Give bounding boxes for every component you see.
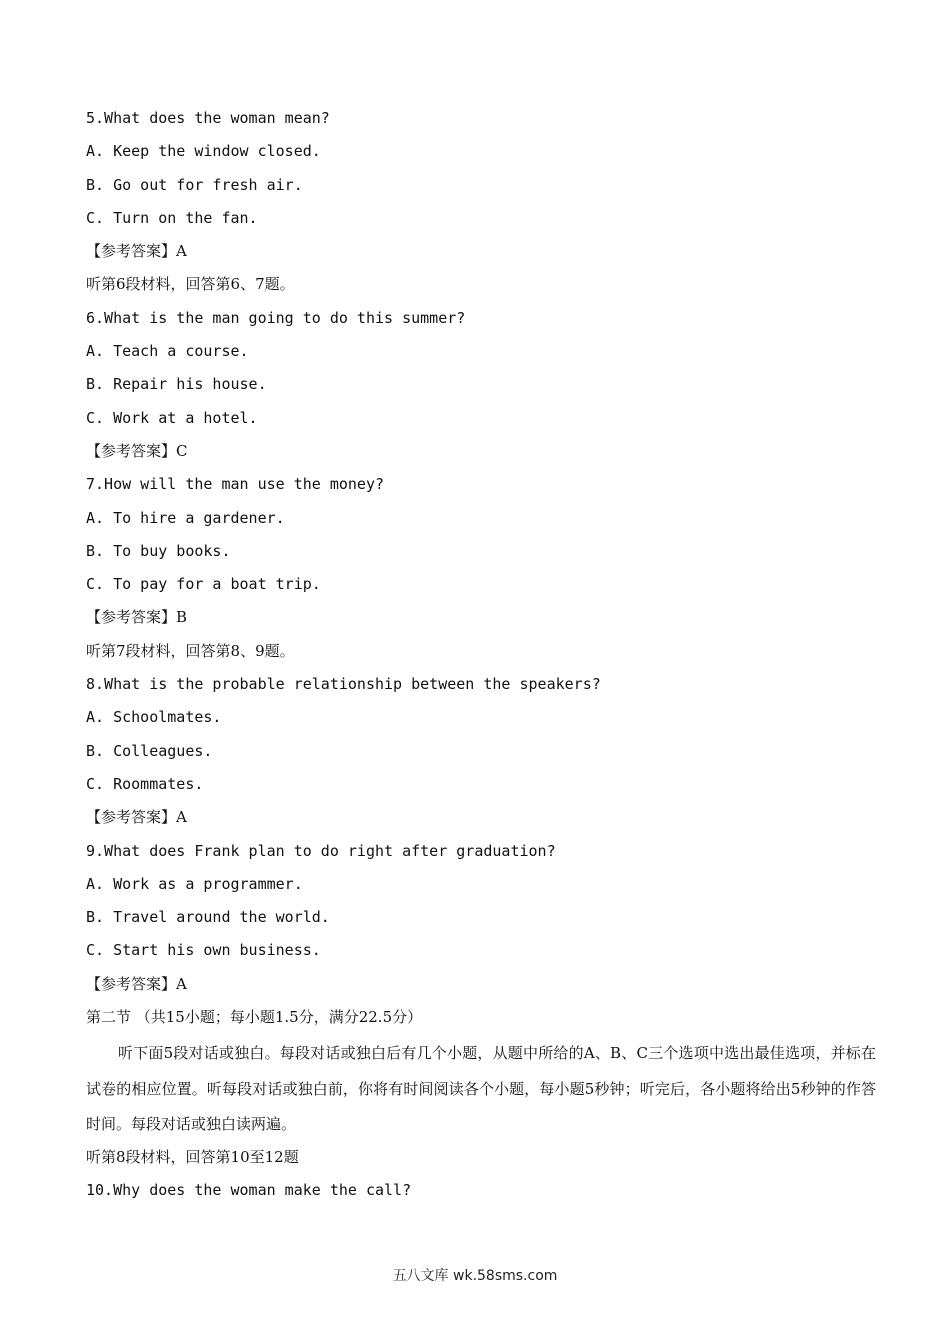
answer-option: A. Keep the window closed. <box>86 142 321 161</box>
answer-option: B. Repair his house. <box>86 375 267 394</box>
footer-watermark: 五八文库 wk.58sms.com <box>392 1268 558 1284</box>
document-body <box>86 104 876 1209</box>
answer-option: C. Turn on the fan. <box>86 208 258 227</box>
question-text: 10.Why does the woman make the call? <box>86 1181 412 1200</box>
section-instruction: 听第6段材料，回答第6、7题。 <box>86 275 295 294</box>
reference-answer: 【参考答案】C <box>86 441 188 460</box>
reference-answer: 【参考答案】B <box>86 608 188 627</box>
answer-option: A. Schoolmates. <box>86 708 222 727</box>
answer-option: C. Roommates. <box>86 774 204 793</box>
answer-option: C. Work at a hotel. <box>86 408 258 427</box>
question-text: 8.What is the probable relationship between the speakers? <box>86 675 601 694</box>
answer-option: B. To buy books. <box>86 541 231 560</box>
question-list-continued <box>86 1143 876 1210</box>
answer-option: C. Start his own business. <box>86 941 321 960</box>
question-text: 7.How will the man use the money? <box>86 475 385 494</box>
reference-answer: 【参考答案】A <box>86 242 187 261</box>
question-text: 6.What is the man going to do this summer? <box>86 308 466 327</box>
section-heading: 第二节 （共15小题；每小题1.5分，满分22.5分） <box>86 1008 423 1027</box>
answer-option: A. Work as a programmer. <box>86 874 303 893</box>
question-text: 9.What does Frank plan to do right after graduation? <box>86 841 556 860</box>
question-text: 5.What does the woman mean? <box>86 109 330 127</box>
section-instruction: 听第7段材料，回答第8、9题。 <box>86 641 295 660</box>
answer-option: B. Travel around the world. <box>86 908 330 927</box>
answer-option: A. To hire a gardener. <box>86 508 285 527</box>
answer-option: B. Go out for fresh air. <box>86 175 303 194</box>
reference-answer: 【参考答案】A <box>86 974 187 993</box>
reference-answer: 【参考答案】A <box>86 808 187 827</box>
question-list <box>86 104 876 1036</box>
answer-option: C. To pay for a boat trip. <box>86 575 321 594</box>
answer-option: B. Colleagues. <box>86 741 213 760</box>
answer-option: A. Teach a course. <box>86 342 249 361</box>
section-instructions: 听下面5段对话或独白。每段对话或独白后有几个小题，从题中所给的A、B、C三个选项中选出最佳选项，并标在试卷的相应位置。听每段对话或独白前，你将有时间阅读各个小题，每小题5秒钟；听完后，各小题将给出5秒钟的作答时间。每段对话或独白读两遍。 <box>86 1044 876 1134</box>
section-instruction: 听第8段材料，回答第10至12题 <box>86 1147 299 1166</box>
